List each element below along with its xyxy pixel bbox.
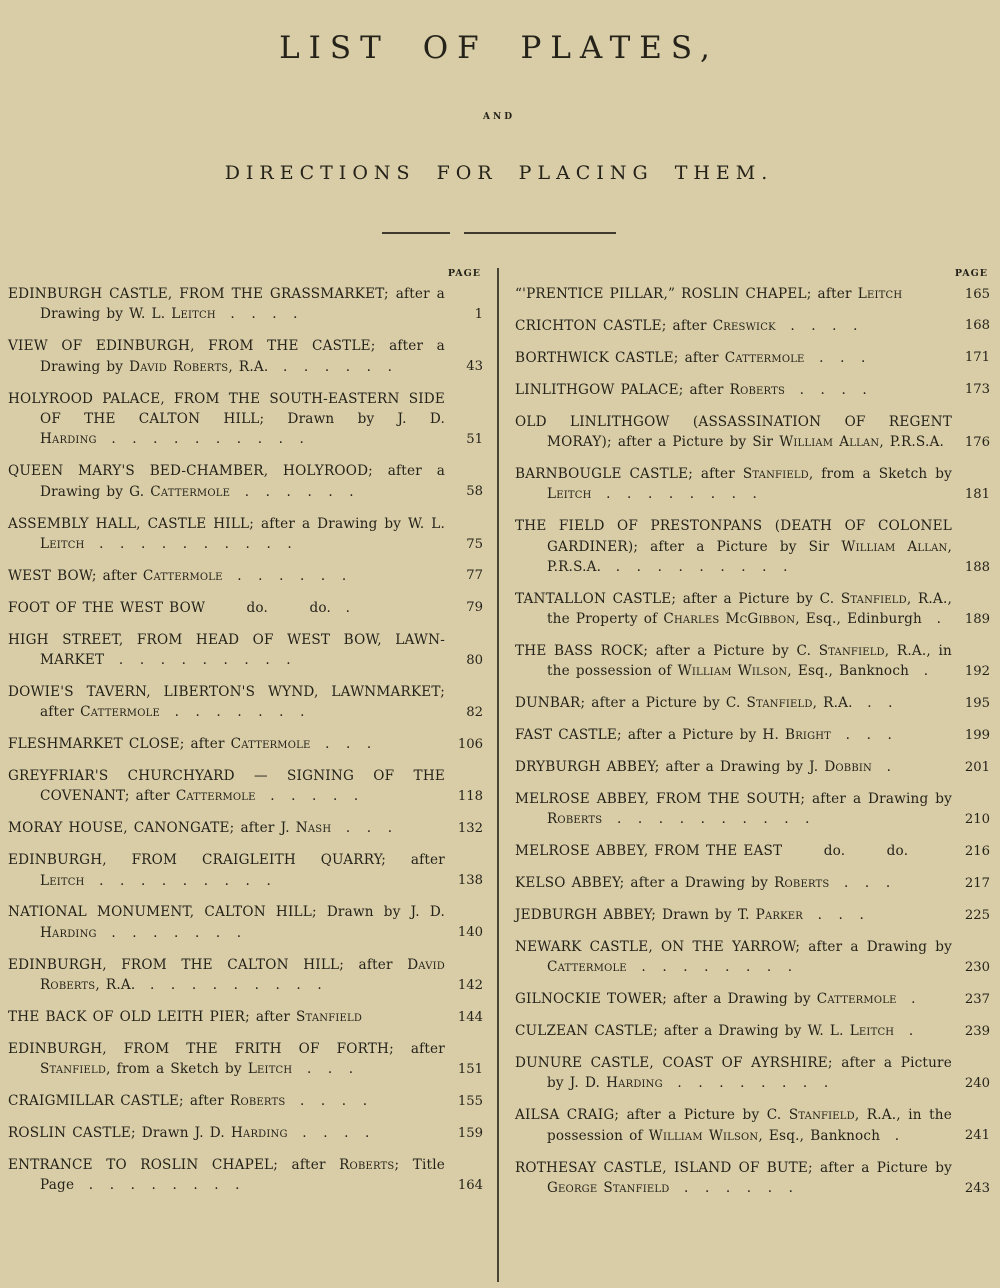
- plate-entry: [8, 1091, 483, 1111]
- plate-page-number: 43: [466, 359, 483, 375]
- plate-entry-text: ENTRANCE TO ROSLIN CHAPEL; after Roberts; Title Page . . . . . . . .: [8, 1157, 445, 1194]
- dot-leader: . . . . . .: [268, 358, 393, 375]
- plates-entries-right: [515, 284, 990, 1198]
- plate-page-number: 192: [964, 664, 990, 680]
- dot-leader: . . . . . .: [222, 567, 348, 584]
- page-subtitle: DIRECTIONS FOR PLACING THEM.: [224, 162, 774, 184]
- plate-page-number: 58: [466, 484, 483, 500]
- dot-leader: .: [894, 1023, 915, 1040]
- plate-entry-text: EDINBURGH, FROM THE CALTON HILL; after David Roberts, R.A. . . . . . . . . .: [8, 956, 445, 994]
- plate-entry: [515, 1105, 990, 1146]
- header-rule-segment-left: [382, 232, 450, 234]
- plate-entry-text: FLESHMARKET CLOSE; after Cattermole . . .: [8, 736, 373, 753]
- plate-page-number: 79: [466, 600, 483, 616]
- plate-page-number: 77: [466, 568, 483, 584]
- dot-leader: . . . . . . .: [96, 924, 243, 941]
- plate-entry: [515, 1158, 990, 1199]
- dot-leader: . . . .: [285, 1093, 369, 1110]
- plate-page-number: 243: [964, 1180, 990, 1196]
- dot-leader: . . . .: [785, 381, 868, 398]
- plate-entry-text: QUEEN MARY'S BED-CHAMBER, HOLYROOD; after a Drawing by G. Cattermole . . . . . .: [8, 463, 445, 500]
- dot-leader: . . . .: [775, 317, 859, 334]
- plate-page-number: 237: [964, 991, 990, 1007]
- plate-entry-text: EDINBURGH CASTLE, FROM THE GRASSMARKET; after a Drawing by W. L. Leitch . . . .: [8, 286, 445, 323]
- plate-entry-text: ROTHESAY CASTLE, ISLAND OF BUTE; after a Picture by George Stanfield . . . . . .: [515, 1159, 952, 1196]
- plate-entry: [515, 641, 990, 682]
- plate-entry: [515, 1021, 990, 1041]
- dot-leader: . . . . . . . .: [662, 1075, 830, 1092]
- plate-entry-text: GREYFRIAR'S CHURCHYARD — SIGNING OF THE COVENANT; after Cattermole . . . . .: [8, 768, 445, 805]
- plate-entry-text: DUNURE CASTLE, COAST OF AYRSHIRE; after a Picture by J. D. Harding . . . . . . . .: [515, 1055, 952, 1092]
- dot-leader: . . . . .: [255, 788, 360, 805]
- plate-entry: [8, 598, 483, 618]
- plate-entry-text: EDINBURGH, FROM THE FRITH OF FORTH; after Stanfield, from a Sketch by Leitch . . .: [8, 1040, 445, 1078]
- plate-entry: [8, 818, 483, 838]
- plate-entry-text: TANTALLON CASTLE; after a Picture by C. Stanfield, R.A., the Property of Charles McGibbon, Esq., Edinburgh .: [515, 590, 952, 628]
- plate-entry: [8, 514, 483, 555]
- plate-page-number: 106: [457, 736, 483, 752]
- dot-leader: .: [331, 599, 351, 616]
- plate-entry: [515, 316, 990, 336]
- plate-entry: [8, 955, 483, 996]
- plate-page-number: 240: [964, 1076, 990, 1092]
- header-rule: [8, 232, 990, 234]
- plate-page-number: 155: [457, 1093, 483, 1109]
- dot-leader: . . . . . .: [230, 483, 355, 500]
- plate-entry-text: FOOT OF THE WEST BOW do. do. .: [8, 599, 351, 616]
- dot-leader: .: [880, 1127, 901, 1144]
- plate-entry-text: BARNBOUGLE CASTLE; after Stanfield, from a Sketch by Leitch . . . . . . . .: [515, 465, 952, 503]
- page-header: [8, 26, 990, 234]
- dot-leader: .: [872, 759, 892, 776]
- plate-entry: [515, 589, 990, 630]
- plate-page-number: 195: [964, 695, 990, 711]
- plate-page-number: 239: [964, 1023, 990, 1039]
- dot-leader: . . . .: [287, 1125, 371, 1142]
- plate-entry-text: “'PRENTICE PILLAR,” ROSLIN CHAPEL; after Leitch: [515, 286, 903, 302]
- plate-page-number: 80: [466, 652, 483, 668]
- plate-entry: [8, 682, 483, 723]
- header-rule-segment-right: [464, 232, 616, 234]
- plate-entry-text: DUNBAR; after a Picture by C. Stanfield, R.A. . .: [515, 695, 894, 712]
- plate-entry-text: BORTHWICK CASTLE; after Cattermole . . .: [515, 349, 867, 366]
- plate-entry-text: THE BASS ROCK; after a Picture by C. Stanfield, R.A., in the possession of William Wilson, Esq., Banknoch .: [515, 643, 952, 680]
- plate-entry: [515, 380, 990, 400]
- dot-leader: . . . . . . . .: [591, 486, 758, 503]
- plate-entry: [8, 1007, 483, 1027]
- plate-page-number: 159: [457, 1125, 483, 1141]
- plate-page-number: 138: [457, 873, 483, 889]
- dot-leader: .: [909, 663, 930, 680]
- page-column-label-right: PAGE: [954, 268, 988, 279]
- plate-page-number: 188: [964, 559, 990, 575]
- plate-entry: [8, 336, 483, 377]
- plate-entry: [8, 284, 483, 325]
- plate-entry: [515, 757, 990, 777]
- plate-entry-text: THE BACK OF OLD LEITH PIER; after Stanfield: [8, 1009, 363, 1026]
- plate-entry: [8, 766, 483, 807]
- plate-entry: [515, 516, 990, 577]
- plate-entry-text: ASSEMBLY HALL, CASTLE HILL; after a Drawing by W. L. Leitch . . . . . . . . . .: [8, 515, 445, 552]
- plate-entry: [515, 464, 990, 505]
- dot-leader: . . . . . . . . .: [135, 977, 323, 994]
- plate-entry: [515, 348, 990, 368]
- header-conjunction: AND: [482, 112, 515, 122]
- plate-entry: [515, 1053, 990, 1094]
- plates-column-left: [8, 268, 497, 1282]
- plate-entry-text: GILNOCKIE TOWER; after a Drawing by Cattermole .: [515, 991, 917, 1008]
- page-column-label-left: PAGE: [447, 268, 481, 279]
- plate-entry: [8, 566, 483, 586]
- plate-entry-text: HOLYROOD PALACE, FROM THE SOUTH-EASTERN SIDE OF THE CALTON HILL; Drawn by J. D. Harding . . . . . . . . . .: [8, 390, 445, 448]
- dot-leader: . . .: [803, 907, 865, 924]
- plates-list: [8, 268, 990, 1282]
- plate-page-number: 142: [457, 977, 483, 993]
- dot-leader: . . . . . . .: [159, 704, 306, 721]
- plate-entry-text: JEDBURGH ABBEY; Drawn by T. Parker . . .: [515, 907, 865, 924]
- plate-entry-text: EDINBURGH, FROM CRAIGLEITH QUARRY; after Leitch . . . . . . . . .: [8, 852, 445, 889]
- plates-column-right: [497, 268, 990, 1282]
- plate-page-number: 1: [474, 306, 483, 322]
- plate-page-number: 173: [964, 382, 990, 398]
- plate-page-number: 118: [457, 789, 483, 805]
- plate-entry-text: CULZEAN CASTLE; after a Drawing by W. L. Leitch .: [515, 1023, 915, 1040]
- plate-entry: [8, 1123, 483, 1143]
- plate-entry: [8, 734, 483, 754]
- plate-entry-text: VIEW OF EDINBURGH, FROM THE CASTLE; after a Drawing by David Roberts, R.A. . . . . . .: [8, 338, 445, 375]
- plate-page-number: 230: [964, 959, 990, 975]
- plate-page-number: 225: [964, 907, 990, 923]
- dot-leader: . . . . . . . .: [74, 1177, 241, 1194]
- plate-entry: [515, 693, 990, 713]
- plate-entry: [8, 1039, 483, 1080]
- plate-entry-text: LINLITHGOW PALACE; after Roberts . . . .: [515, 381, 868, 398]
- dot-leader: . . . . . . . . . .: [96, 431, 305, 448]
- dot-leader: . . .: [292, 1061, 355, 1078]
- dot-leader: .: [922, 611, 942, 628]
- dot-leader: . . .: [331, 820, 394, 837]
- dot-leader: . . .: [804, 349, 867, 366]
- plate-page-number: 210: [964, 812, 990, 828]
- plate-page-number: 181: [964, 486, 990, 502]
- plate-page-number: 75: [466, 536, 483, 552]
- plate-page-number: 140: [457, 925, 483, 941]
- plate-entry-text: AILSA CRAIG; after a Picture by C. Stanfield, R.A., in the possession of William Wilson, Esq., Banknoch .: [515, 1107, 953, 1144]
- plate-entry: [8, 902, 483, 943]
- plate-page-number: 216: [964, 843, 990, 859]
- plate-entry-text: KELSO ABBEY; after a Drawing by Roberts . . .: [515, 875, 892, 892]
- dot-leader: .: [896, 991, 917, 1008]
- plate-page-number: 171: [964, 350, 990, 366]
- dot-leader: . . . .: [215, 306, 299, 323]
- dot-leader: . . .: [310, 736, 373, 753]
- plate-page-number: 132: [457, 820, 483, 836]
- plate-entry: [8, 1155, 483, 1196]
- dot-leader: . . .: [831, 727, 893, 744]
- plate-page-number: 199: [964, 727, 990, 743]
- plate-entry: [515, 937, 990, 978]
- plate-entry-text: HIGH STREET, FROM HEAD OF WEST BOW, LAWN-MARKET . . . . . . . . .: [8, 631, 445, 668]
- plate-entry-text: DOWIE'S TAVERN, LIBERTON'S WYND, LAWNMARKET; after Cattermole . . . . . . .: [8, 683, 445, 721]
- dot-leader: . .: [852, 695, 894, 712]
- plate-entry-text: MORAY HOUSE, CANONGATE; after J. Nash . . .: [8, 820, 394, 837]
- plate-entry: [515, 905, 990, 925]
- plate-page-number: 168: [964, 318, 990, 334]
- plate-entry-text: ROSLIN CASTLE; Drawn J. D. Harding . . . .: [8, 1125, 371, 1142]
- dot-leader: . . .: [829, 875, 892, 892]
- plate-entry-text: WEST BOW; after Cattermole . . . . . .: [8, 567, 348, 584]
- plate-entry: [8, 630, 483, 671]
- plate-entry-text: THE FIELD OF PRESTONPANS (DEATH OF COLONEL GARDINER); after a Picture by Sir William Allan, P.R.S.A. . . . . . . . . .: [515, 518, 953, 575]
- plate-page-number: 165: [964, 286, 990, 302]
- plate-page-number: 189: [964, 611, 990, 627]
- plate-entry: [515, 725, 990, 745]
- plate-entry-text: CRAIGMILLAR CASTLE; after Roberts . . . .: [8, 1093, 369, 1110]
- dot-leader: . . . . . . . . .: [84, 872, 272, 889]
- dot-leader: . . . . . . . .: [626, 959, 794, 976]
- plate-page-number: 176: [964, 434, 990, 450]
- plate-entry-text: NEWARK CASTLE, ON THE YARROW; after a Drawing by Cattermole . . . . . . . .: [515, 938, 952, 976]
- plate-entry: [8, 389, 483, 450]
- dot-leader: . . . . . . . . .: [601, 558, 789, 575]
- plate-entry: [515, 841, 990, 861]
- plate-page-number: 151: [457, 1061, 483, 1077]
- dot-leader: . . . . . . . . .: [104, 651, 292, 668]
- plate-entry: [515, 284, 990, 304]
- plate-entry: [515, 873, 990, 893]
- plate-entry: [515, 412, 990, 453]
- plate-entry: [515, 989, 990, 1009]
- dot-leader: . . . . . . . . . .: [84, 535, 293, 552]
- plate-entry-text: FAST CASTLE; after a Picture by H. Bright . . .: [515, 727, 893, 744]
- plate-entry-text: NATIONAL MONUMENT, CALTON HILL; Drawn by J. D. Harding . . . . . . .: [8, 904, 445, 941]
- plate-entry-text: DRYBURGH ABBEY; after a Drawing by J. Dobbin .: [515, 759, 892, 776]
- plate-entry: [8, 850, 483, 891]
- plate-page-number: 144: [457, 1009, 483, 1025]
- plate-entry: [515, 789, 990, 830]
- plate-page-number: 82: [466, 704, 483, 720]
- plate-page-number: 217: [964, 875, 990, 891]
- plate-page-number: 201: [964, 759, 990, 775]
- plates-entries-left: [8, 284, 483, 1196]
- dot-leader: . . . . . . . . . .: [602, 811, 811, 828]
- dot-leader: . . . . . .: [669, 1180, 794, 1196]
- plate-page-number: 51: [466, 431, 483, 447]
- plate-entry: [8, 461, 483, 502]
- plate-page-number: 164: [457, 1177, 483, 1193]
- plate-entry-text: MELROSE ABBEY, FROM THE SOUTH; after a Drawing by Roberts . . . . . . . . . .: [515, 791, 952, 828]
- plate-entry-text: OLD LINLITHGOW (ASSASSINATION OF REGENT MORAY); after a Picture by Sir William Allan, P.R.S.A.: [515, 413, 952, 450]
- plate-entry-text: MELROSE ABBEY, FROM THE EAST do. do.: [515, 843, 909, 860]
- plate-entry-text: CRICHTON CASTLE; after Creswick . . . .: [515, 317, 859, 334]
- plate-page-number: 241: [964, 1128, 990, 1144]
- page-title: LIST OF PLATES,: [279, 30, 719, 66]
